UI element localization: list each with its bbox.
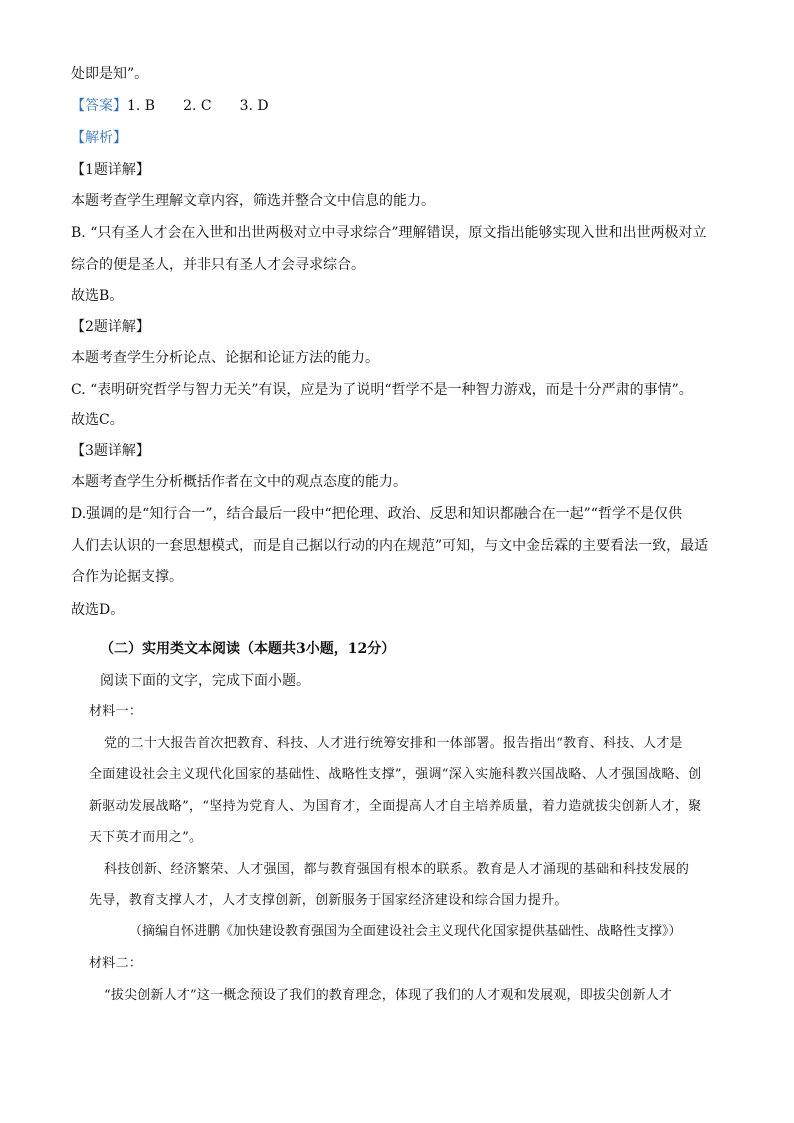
q1-heading: 【1题详解】 (71, 162, 150, 178)
material-text: 科技创新、经济繁荣、人才强国，都与教育强国有根本的联系。教育是人才涌现的基础和科技发展的 (104, 862, 690, 877)
material-label: 材料一： (89, 704, 143, 719)
text-line: 本题考查学生理解文章内容，筛选并整合文中信息的能力。 (71, 193, 435, 209)
material-text: 先导，教育支撑人才，人才支撑创新，创新服务于国家经济建设和综合国力提升。 (89, 893, 568, 908)
text-line: 故选C。 (71, 412, 124, 428)
material-text: “拔尖创新人才”这一概念预设了我们的教育理念，体现了我们的人才观和发展观，即拔尖创新人才 (104, 988, 673, 1003)
text-line: D.强调的是“知行合一”，结合最后一段中“把伦理、政治、反思和知识都融合在一起”“哲学不是仅供 (71, 506, 682, 522)
text-line: C. “表明研究哲学与智力无关”有误，应是为了说明“哲学不是一种智力游戏，而是十分严肃的事情”。 (71, 382, 693, 398)
text-line: B. “只有圣人才会在入世和出世两极对立中寻求综合”理解错误，原文指出能够实现入世和出世两极对立 (71, 225, 707, 241)
text-line: 本题考查学生分析论点、论据和论证方法的能力。 (71, 350, 379, 366)
section-heading: （二）实用类文本阅读（本题共3小题，12分） (100, 641, 396, 657)
instruction: 阅读下面的文字，完成下面小题。 (100, 673, 310, 689)
answer-label: 【答案】 (71, 98, 127, 114)
material-source: （摘编自怀进鹏《加快建设教育强国为全面建设社会主义现代化国家提供基础性、战略性支撑》） (129, 924, 682, 939)
answer-line (71, 96, 269, 116)
material-text: 天下英才而用之”。 (89, 830, 203, 845)
answer-values: 1. B 2. C 3. D (127, 98, 269, 114)
material-label: 材料二： (89, 956, 143, 971)
text-line: 本题考查学生分析概括作者在文中的观点态度的能力。 (71, 474, 407, 490)
text-line: 综合的便是圣人，并非只有圣人才会寻求综合。 (71, 257, 365, 273)
text-line: 合作为论据支撑。 (71, 569, 183, 585)
analysis-label: 【解析】 (71, 130, 127, 146)
q2-heading: 【2题详解】 (71, 319, 150, 335)
material-text: 党的二十大报告首次把教育、科技、人才进行统筹安排和一体部署。报告指出“教育、科技、人才是 (104, 736, 683, 751)
q3-heading: 【3题详解】 (71, 443, 150, 459)
material-text: 新驱动发展战略”，“坚持为党育人、为国育才，全面提高人才自主培养质量，着力造就拔尖创新人才，聚 (89, 799, 702, 814)
text-line: 故选B。 (71, 288, 124, 304)
text-line: 处即是知”。 (71, 66, 149, 82)
text-line: 故选D。 (71, 602, 125, 618)
text-line: 人们去认识的一套思想模式，而是自己据以行动的内在规范”可知，与文中金岳霖的主要看法一致，最适 (71, 538, 709, 554)
material-text: 全面建设社会主义现代化国家的基础性、战略性支撑”，强调“深入实施科教兴国战略、人才强国战略、创 (89, 767, 702, 782)
